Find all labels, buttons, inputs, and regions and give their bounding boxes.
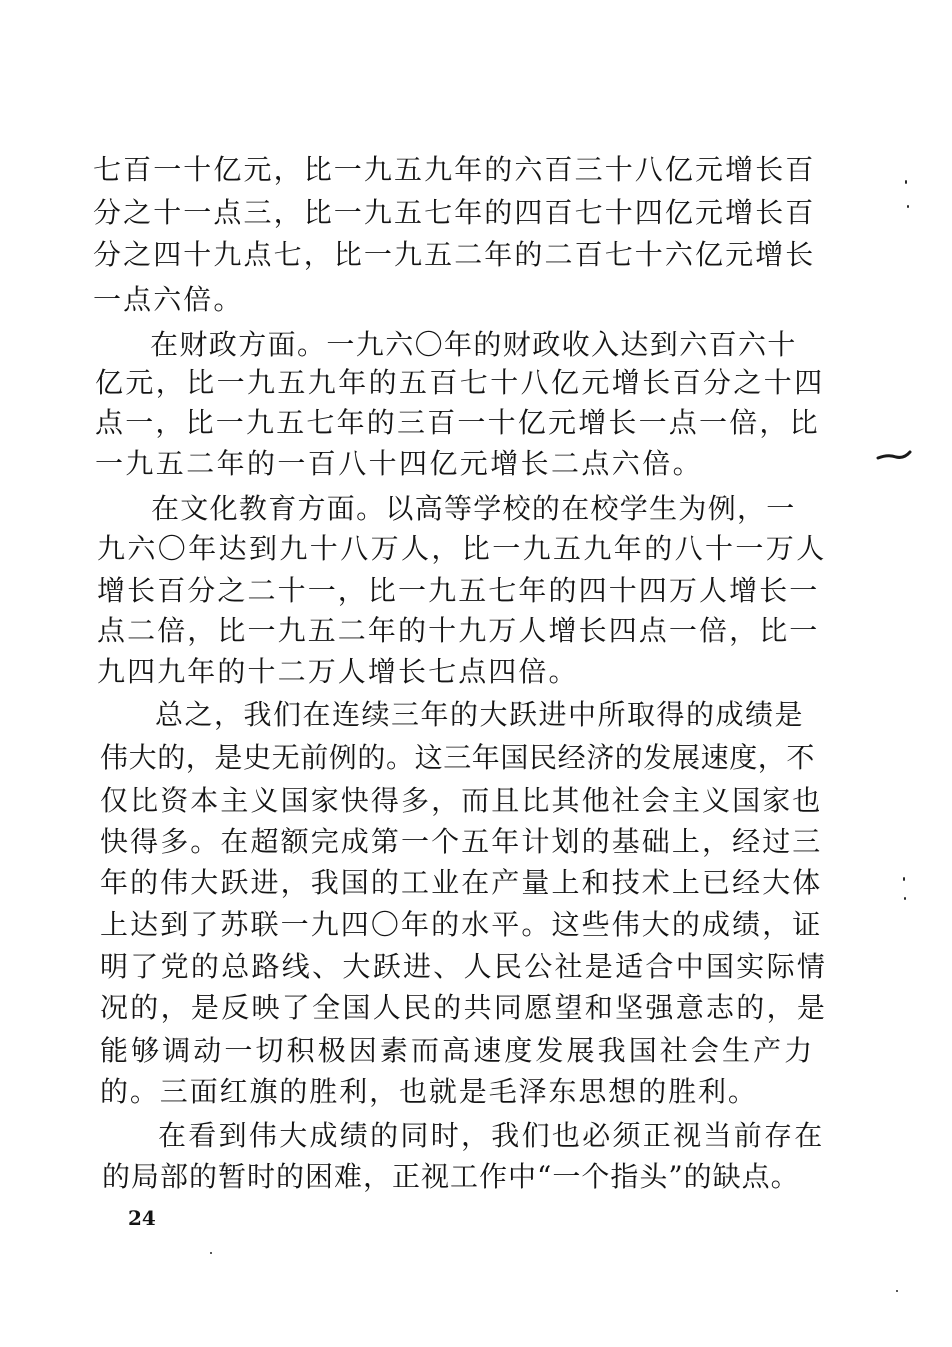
text-line: 在文化教育方面。以高等学校的在校学生为例，一 — [151, 492, 796, 525]
scan-mark-icon — [876, 448, 912, 464]
text-line: 九六〇年达到九十八万人，比一九五九年的八十一万人 — [97, 532, 827, 565]
scan-speck — [905, 180, 907, 184]
text-line: 能够调动一切积极因素而高速度发展我国社会生产力 — [100, 1034, 816, 1067]
scan-speck — [210, 1252, 212, 1254]
text-line: 分之四十九点七，比一九五二年的二百七十六亿元增长 — [93, 238, 816, 271]
text-line: 增长百分之二十一，比一九五七年的四十四万人增长一 — [97, 574, 820, 607]
scan-speck — [896, 1290, 898, 1292]
scan-speck — [904, 897, 906, 900]
text-line: 点二倍，比一九五二年的十九万人增长四点一倍，比一 — [97, 614, 820, 647]
text-line: 年的伟大跃进，我国的工业在产量上和技术上已经大体 — [100, 866, 823, 899]
text-line: 的局部的暂时的困难，正视工作中“一个指头”的缺点。 — [102, 1160, 800, 1193]
text-line: 仅比资本主义国家快得多，而且比其他社会主义国家也 — [100, 784, 823, 817]
text-line: 分之十一点三，比一九五七年的四百七十四亿元增长百 — [93, 196, 816, 229]
text-line: 一点六倍。 — [93, 283, 244, 316]
text-line: 的。三面红旗的胜利，也就是毛泽东思想的胜利。 — [100, 1075, 758, 1108]
text-line: 亿元，比一九五九年的五百七十八亿元增长百分之十四 — [95, 366, 825, 399]
text-line: 伟大的，是史无前例的。这三年国民经济的发展速度，不 — [100, 741, 816, 774]
text-line: 快得多。在超额完成第一个五年计划的基础上，经过三 — [100, 825, 823, 858]
scan-speck — [907, 205, 909, 208]
text-line: 在看到伟大成绩的同时，我们也必须正视当前存在 — [158, 1119, 825, 1152]
text-line: 七百一十亿元，比一九五九年的六百三十八亿元增长百 — [93, 153, 816, 186]
text-line: 九四九年的十二万人增长七点四倍。 — [97, 655, 579, 688]
text-line: 点一，比一九五七年的三百一十亿元增长一点一倍，比 — [95, 406, 820, 439]
page-number: 24 — [128, 1206, 156, 1230]
text-line: 上达到了苏联一九四〇年的水平。这些伟大的成绩，证 — [100, 908, 823, 941]
text-line: 明了党的总路线、大跃进、人民公社是适合中国实际情 — [100, 950, 828, 983]
text-line: 总之，我们在连续三年的大跃进中所取得的成绩是 — [155, 698, 805, 731]
text-line: 在财政方面。一九六〇年的财政收入达到六百六十 — [150, 328, 797, 361]
scan-speck — [903, 877, 905, 881]
text-line: 况的，是反映了全国人民的共同愿望和坚强意志的，是 — [100, 991, 828, 1024]
text-line: 一九五二年的一百八十四亿元增长二点六倍。 — [95, 447, 704, 480]
